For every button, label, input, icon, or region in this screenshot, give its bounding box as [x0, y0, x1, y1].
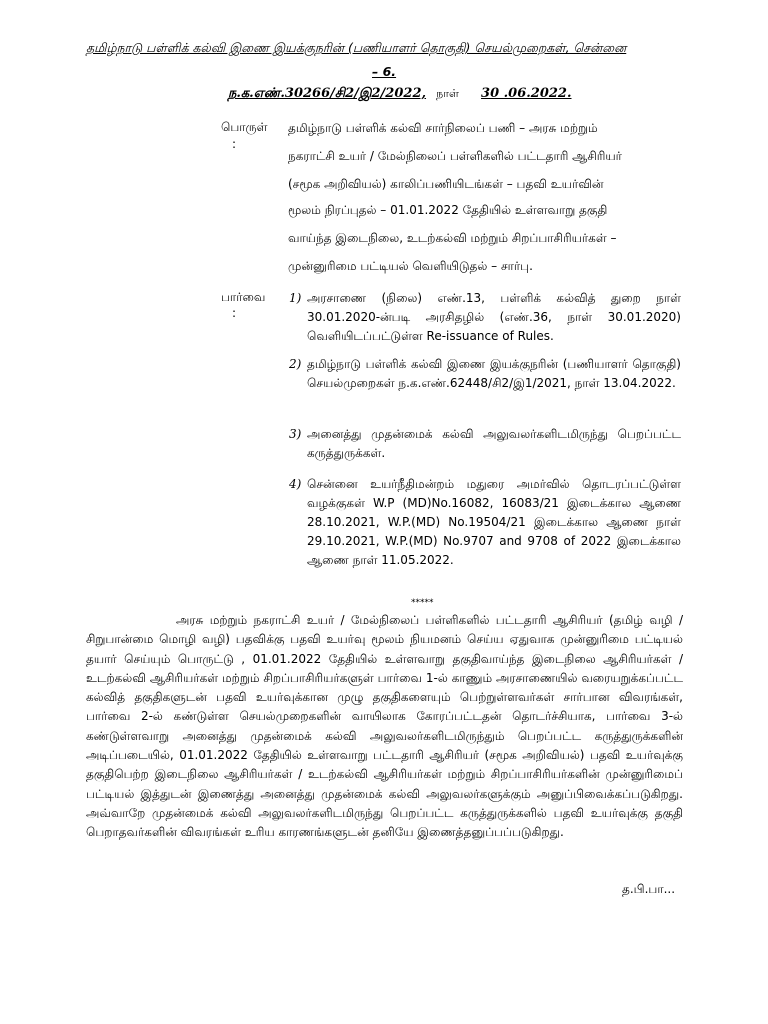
- body-paragraph: அரசு மற்றும் நகராட்சி உயர் / மேல்நிலைப் பள்ளிகளில் பட்டதாரி ஆசிரியர் (தமிழ் வழி / சிறுபான்மை மொழி வழி) பதவிக்கு பதவி உயர்வு மூலம் நியமனம் செய்ய ஏதுவாக முன்னுரிமை பட்டியல் தயார் செய்யும் பொருட்டு , 01.01.2022 தேதியில் உள்ளவாறு தகுதிவாய்ந்த இடைநிலை ஆசிரியர்கள் / உடற்கல்வி ஆசிரியர்கள் மற்றும் சிறப்பாசிரியர்களுள் பார்வை 1-ல் காணும் அரசாணையில் வரையறுக்கப்பட்ட கல்வித் தகுதிகளுடன் பதவி உயர்வுக்கான முழு தகுதிகளையும் பெற்றுள்ளவர்கள் சார்பான விவரங்கள், பார்வை 2-ல் கண்டுள்ள செயல்முறைகளின் வாயிலாக கோரப்பட்டதன் தொடர்ச்சியாக, பார்வை 3-ல் கண்டுள்ளவாறு அனைத்து முதன்மைக் கல்வி அலுவலர்களிடமிருந்தும் பெறப்பட்ட கருத்துருக்களின் அடிப்படையில், 01.01.2022 தேதியில் உள்ளவாறு பட்டதாரி ஆசிரியர் (சமூக அறிவியல்) பதவி உயர்வுக்கு தகுதிபெற்ற இடைநிலை ஆசிரியர்கள் / உடற்கல்வி ஆசிரியர்கள் மற்றும் சிறப்பாசிரியர்களின் முன்னுரிமைப் பட்டியல் இத்துடன் இணைத்து அனைத்து முதன்மைக் கல்வி அலுவலர்களுக்கும் அனுப்பிவைக்கப்படுகிறது. அவ்வாறே முதன்மைக் கல்வி அலுவலர்களிடமிருந்து பெறப்பட்ட கருத்துருக்களில் பதவி உயர்வுக்கு தகுதி பெறாதவர்களின் விவரங்கள் உரிய காரணங்களுடன் தனியே இணைத்தனுப்பப்படுகிறது.: [86, 613, 683, 840]
- reference-number-marker: 2): [289, 357, 302, 371]
- page-continuation-note: த.பி.பா...: [622, 882, 676, 896]
- reference-item: [289, 475, 681, 570]
- reference-text: சென்னை உயர்நீதிமன்றம் மதுரை அமர்வில் தொடரப்பட்டுள்ள வழக்குகள் W.P (MD)No.16082, 16083/21 இடைக்கால ஆணை 28.10.2021, W.P.(MD) No.19504/21 இடைக்கால ஆணை நாள் 29.10.2021, W.P.(MD) No.9707 and 9708 of 2022 இடைக்கால ஆணை நாள் 11.05.2022.: [307, 477, 681, 567]
- subject-line: வாய்ந்த இடைநிலை, உடற்கல்வி மற்றும் சிறப்பாசிரியர்கள் –: [288, 231, 617, 245]
- reference-number-marker: 3): [289, 427, 302, 441]
- subject-text-continued: [288, 196, 678, 280]
- document-date: 30 .06.2022.: [481, 86, 572, 101]
- subject-line: முன்னுரிமை பட்டியல் வெளியிடுதல் – சார்பு.: [288, 259, 533, 273]
- reference-number-marker: 1): [289, 291, 302, 305]
- reference-text: அரசாணை (நிலை) எண்.13, பள்ளிக் கல்வித் துறை நாள் 30.01.2020-ன்படி அரசிதழில் (எண்.36, நாள் 30.01.2020) வெளியிடப்பட்டுள்ள Re-issuance of Rules.: [307, 291, 681, 343]
- subject-label: பொருள்: [221, 120, 268, 134]
- reference-number-marker: 4): [289, 477, 302, 491]
- subject-text: [288, 114, 678, 198]
- reference-text: தமிழ்நாடு பள்ளிக் கல்வி இணை இயக்குநரின் (பணியாளர் தொகுதி) செயல்முறைகள் ந.க.எண்.62448/சி2/இ1/2021, நாள் 13.04.2022.: [307, 357, 681, 390]
- reference-number-line: [228, 86, 572, 102]
- subject-line: (சமூக அறிவியல்) காலிப்பணியிடங்கள் – பதவி உயர்வின்: [288, 177, 604, 191]
- reference-number: ந.க.எண்.30266/சி2/இ2/2022,: [228, 86, 427, 101]
- reference-item: [289, 425, 681, 463]
- subject-line: மூலம் நிரப்புதல் – 01.01.2022 தேதியில் உள்ளவாறு தகுதி: [288, 203, 608, 217]
- header-title: தமிழ்நாடு பள்ளிக் கல்வி இணை இயக்குநரின் (பணியாளர் தொகுதி) செயல்முறைகள், சென்னை: [86, 40, 627, 55]
- reference-item: [289, 355, 681, 393]
- subject-line: நகராட்சி உயர் / மேல்நிலைப் பள்ளிகளில் பட்டதாரி ஆசிரியர்: [288, 149, 622, 163]
- reference-item: [289, 289, 681, 346]
- references-label: பார்வை: [221, 290, 266, 304]
- subject-colon: :: [232, 137, 237, 151]
- references-colon: :: [232, 306, 237, 320]
- date-label: நாள்: [436, 87, 459, 100]
- section-separator: *****: [411, 598, 434, 608]
- subject-line: தமிழ்நாடு பள்ளிக் கல்வி சார்நிலைப் பணி – அரசு மற்றும்: [288, 121, 598, 135]
- header-title-continued: – 6.: [372, 64, 397, 79]
- reference-text: அனைத்து முதன்மைக் கல்வி அலுவலர்களிடமிருந்து பெறப்பட்ட கருத்துருக்கள்.: [307, 427, 681, 460]
